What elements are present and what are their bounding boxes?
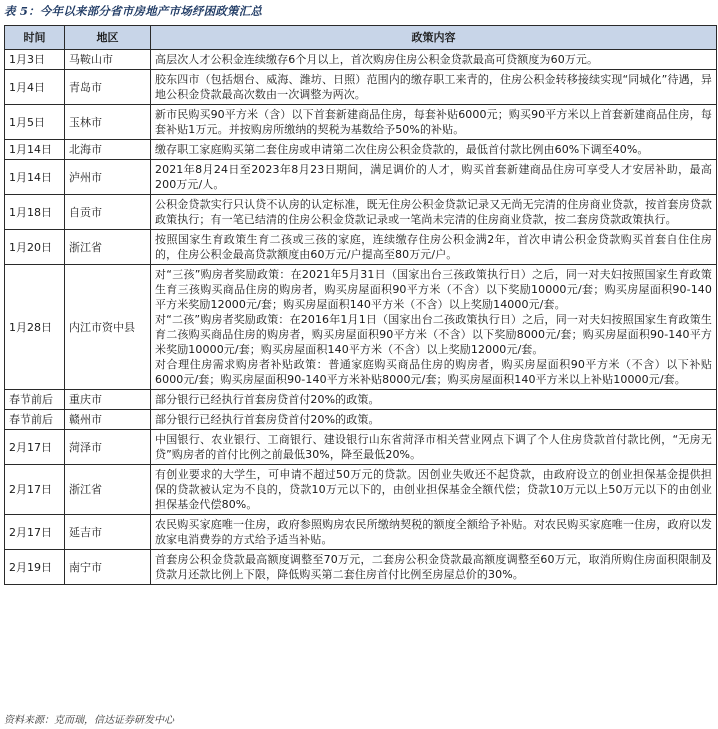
row-region: 延吉市 — [65, 515, 151, 550]
row-policy-content — [151, 70, 717, 105]
policy-paragraph: 中国银行、农业银行、工商银行、建设银行山东省菏泽市相关营业网点下调了个人住房贷款首付款比例，“无房无贷”购房者的首付比例之前最低30%，降至最低20%。 — [155, 433, 712, 461]
table-row — [5, 140, 717, 160]
policy-paragraph: 高层次人才公积金连续缴存6个月以上，首次购房住房公积金贷款最高可贷额度为60万元。 — [155, 53, 599, 66]
row-date: 春节前后 — [5, 410, 65, 430]
row-policy-content — [151, 195, 717, 230]
table-row — [5, 390, 717, 410]
row-date: 2月19日 — [5, 550, 65, 585]
header-date: 时间 — [5, 26, 65, 50]
row-policy-content — [151, 160, 717, 195]
table-row — [5, 230, 717, 265]
policy-paragraph: 新市民购买90平方米（含）以下首套新建商品住房，每套补贴6000元；购买90平方米以上首套新建商品住房，每套补贴1万元。并按购房所缴纳的契税为基数给予50%的补贴。 — [155, 108, 712, 136]
table-row — [5, 410, 717, 430]
table-row — [5, 50, 717, 70]
table-row — [5, 430, 717, 465]
row-date: 1月5日 — [5, 105, 65, 140]
row-date: 1月3日 — [5, 50, 65, 70]
row-policy-content — [151, 550, 717, 585]
row-region: 青岛市 — [65, 70, 151, 105]
row-policy-content — [151, 265, 717, 390]
row-region: 玉林市 — [65, 105, 151, 140]
row-policy-content — [151, 410, 717, 430]
header-region: 地区 — [65, 26, 151, 50]
row-policy-content — [151, 50, 717, 70]
table-body — [5, 50, 717, 585]
row-date: 2月17日 — [5, 515, 65, 550]
row-date: 1月14日 — [5, 160, 65, 195]
row-region: 浙江省 — [65, 465, 151, 515]
table-row — [5, 70, 717, 105]
table-row — [5, 160, 717, 195]
row-date: 1月14日 — [5, 140, 65, 160]
policy-paragraph: 2021年8月24日至2023年8月23日期间，满足调价的人才，购买首套新建商品住房可享受人才安居补助，最高200万元/人。 — [155, 163, 712, 191]
policy-table — [4, 25, 717, 585]
table-row — [5, 550, 717, 585]
row-date: 1月28日 — [5, 265, 65, 390]
policy-paragraph: 对“三孩”购房者奖励政策：在2021年5月31日（国家出台三孩政策执行日）之后，同一对夫妇按照国家生育政策生育三孩购买商品住房的购房者，购买房屋面积90平方米（不含）以下奖励10000元/套；购买房屋面积90-140平方米奖励12000元/套；购买房屋面积140平方米（不含）以上奖励14000元/套。 — [155, 268, 712, 311]
row-date: 2月17日 — [5, 430, 65, 465]
row-region: 南宁市 — [65, 550, 151, 585]
policy-paragraph: 部分银行已经执行首套房贷首付20%的政策。 — [155, 393, 380, 406]
policy-paragraph: 首套房公积金贷款最高额度调整至70万元，二套房公积金贷款最高额度调整至60万元，取消所购住房面积限制及贷款月还款比例上下限，降低购买第二套住房首付比例至房屋总价的30%。 — [155, 553, 712, 581]
row-date: 1月18日 — [5, 195, 65, 230]
row-policy-content — [151, 465, 717, 515]
row-region: 泸州市 — [65, 160, 151, 195]
table-row — [5, 465, 717, 515]
table-row — [5, 265, 717, 390]
row-region: 自贡市 — [65, 195, 151, 230]
policy-paragraph: 按照国家生育政策生育二孩或三孩的家庭，连续缴存住房公积金满2年，首次申请公积金贷款购买首套自住住房的，住房公积金最高贷款额度由60万元/户提高至80万元/户。 — [155, 233, 712, 261]
policy-paragraph: 部分银行已经执行首套房贷首付20%的政策。 — [155, 413, 380, 426]
source-note: 资料来源：克而瑞，信达证券研发中心 — [4, 715, 174, 726]
policy-paragraph: 农民购买家庭唯一住房，政府参照购房农民所缴纳契税的额度全额给予补贴。对农民购买家庭唯一住房，政府以发放家电消费券的方式给予适当补贴。 — [155, 518, 712, 546]
header-content: 政策内容 — [151, 26, 717, 50]
table-row — [5, 195, 717, 230]
row-date: 1月20日 — [5, 230, 65, 265]
row-region: 内江市资中县 — [65, 265, 151, 390]
policy-paragraph: 有创业要求的大学生，可申请不超过50万元的贷款。因创业失败还不起贷款，由政府设立的创业担保基金提供担保的贷款被认定为不良的，贷款10万元以下的，由创业担保基金全额代偿；贷款10万元以上50万元以下的由创业担保基金代偿80%。 — [155, 468, 712, 511]
row-policy-content — [151, 430, 717, 465]
policy-paragraph: 对“二孩”购房者奖励政策：在2016年1月1日（国家出台二孩政策执行日）之后，同一对夫妇按照国家生育政策生育二孩购买商品住房的购房者，购买房屋面积90平方米（不含）以下奖励8000元/套；购买房屋面积90-140平方米奖励10000元/套；购买房屋面积140平方米（不含）以上奖励12000元/套。 — [155, 313, 712, 356]
row-region: 浙江省 — [65, 230, 151, 265]
table-caption: 表 5：今年以来部分省市房地产市场纾困政策汇总 — [4, 4, 263, 18]
row-policy-content — [151, 140, 717, 160]
row-date: 1月4日 — [5, 70, 65, 105]
row-region: 菏泽市 — [65, 430, 151, 465]
row-region: 重庆市 — [65, 390, 151, 410]
policy-paragraph: 公积金贷款实行只认贷不认房的认定标准，既无住房公积金贷款记录又无尚无完清的住房商业贷款，按首套房贷款政策执行；有一笔已结清的住房公积金贷款记录或一笔尚未完清的住房商业贷款，按二套房贷款政策执行。 — [155, 198, 712, 226]
row-policy-content — [151, 515, 717, 550]
table-row — [5, 105, 717, 140]
row-region: 马鞍山市 — [65, 50, 151, 70]
table-row — [5, 515, 717, 550]
row-region: 赣州市 — [65, 410, 151, 430]
table-header-row — [5, 26, 717, 50]
row-policy-content — [151, 390, 717, 410]
row-date: 2月17日 — [5, 465, 65, 515]
row-policy-content — [151, 105, 717, 140]
row-region: 北海市 — [65, 140, 151, 160]
row-date: 春节前后 — [5, 390, 65, 410]
policy-paragraph: 对合理住房需求购房者补贴政策：普通家庭购买商品住房的购房者，购买房屋面积90平方米（不含）以下补贴6000元/套；购买房屋面积90-140平方米补贴8000元/套；购买房屋面积140平方米以上补贴10000元/套。 — [155, 358, 712, 386]
row-policy-content — [151, 230, 717, 265]
policy-paragraph: 缴存职工家庭购买第二套住房或申请第二次住房公积金贷款的，最低首付款比例由60%下调至40%。 — [155, 143, 649, 156]
policy-paragraph: 胶东四市（包括烟台、威海、潍坊、日照）范围内的缴存职工来青的，住房公积金转移接续实现“同城化”待遇，异地公积金贷款最高次数由一次调整为两次。 — [155, 73, 712, 101]
